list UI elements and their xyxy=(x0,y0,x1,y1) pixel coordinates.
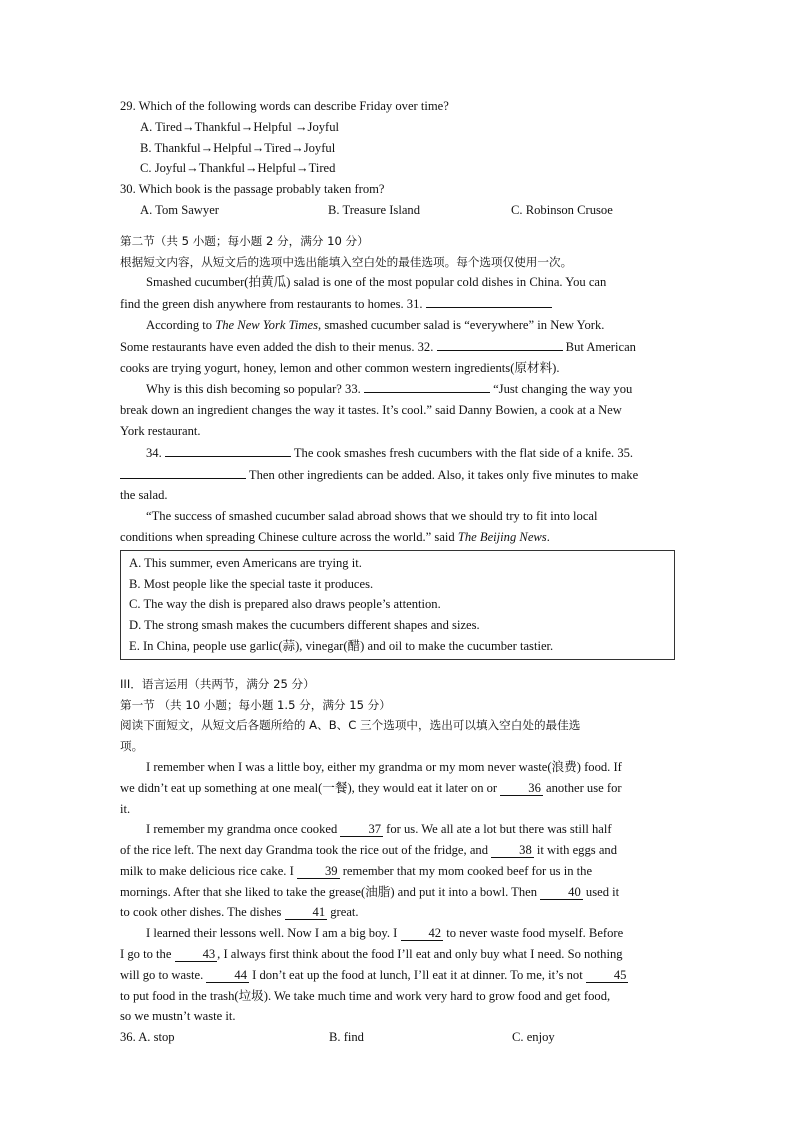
option-c: C. The way the dish is prepared also draws people’s attention. xyxy=(129,597,441,612)
q29-option-b: B. Thankful→Helpful→Tired→Joyful xyxy=(140,140,336,155)
q36-options xyxy=(120,1027,675,1048)
blank-38[interactable]: 38 xyxy=(491,843,534,858)
q29-stem: 29. Which of the following words can describe Friday over time? xyxy=(120,99,449,113)
blank-45[interactable]: 45 xyxy=(586,968,629,983)
cloze-paragraph-2: I remember my grandma once cooked 37 for us. We all ate a lot but there was still half of the rice left. The next day Grandma took the rice out of the fridge, and 38 it with eggs and milk to make delicious rice cake. I 39 remember that my mom cooked beef for us in the mornings. After that she liked to take the grease(油脂) and put it into a bowl. Then 40 used it to cook other dishes. The dishes 41 great. xyxy=(120,822,620,920)
blank-39[interactable]: 39 xyxy=(297,864,340,879)
blank-31[interactable] xyxy=(426,293,552,308)
section2-instruction: 根据短文内容，从短文后的选项中选出能填入空白处的最佳选项。每个选项仅使用一次。 xyxy=(120,254,573,269)
option-e: E. In China, people use garlic(蒜), vinegar(醋) and oil to make the cucumber tastier. xyxy=(129,638,554,653)
blank-40[interactable]: 40 xyxy=(540,885,583,900)
passage-paragraph-5: “The success of smashed cucumber salad abroad shows that we should try to fit into local conditions when spreading Chinese culture across the world.” said The Beijing News. xyxy=(120,509,598,544)
option-a: A. This summer, even Americans are trying it. xyxy=(129,555,362,570)
blank-33[interactable] xyxy=(364,378,490,393)
passage-paragraph-1: Smashed cucumber(拍黄瓜) salad is one of the most popular cold dishes in China. You can find the green dish anywhere from restaurants to homes. 31. xyxy=(120,275,607,312)
q36-option-a: 36. A. stop xyxy=(120,1030,175,1045)
options-box xyxy=(120,550,675,660)
part3-instruction-2: 项。 xyxy=(120,739,144,754)
q30-option-b: B. Treasure Island xyxy=(328,202,420,217)
cloze-paragraph-1: I remember when I was a little boy, either my grandma or my mom never waste(浪费) food. If we didn’t eat up something at one meal(一餐), they would eat it later on or 36 another use for it. xyxy=(120,759,622,816)
blank-34[interactable] xyxy=(165,442,291,457)
q36-option-c: C. enjoy xyxy=(512,1030,555,1045)
part3-subheading: 第一节 （共 10 小题；每小题 1.5 分，满分 15 分） xyxy=(120,697,391,712)
blank-43[interactable]: 43 xyxy=(175,947,218,962)
q36-option-b: B. find xyxy=(329,1030,364,1045)
blank-42[interactable]: 42 xyxy=(401,926,444,941)
blank-44[interactable]: 44 xyxy=(206,968,249,983)
part3-instruction-1: 阅读下面短文，从短文后各题所给的 A、B、C 三个选项中，选出可以填入空白处的最佳选 xyxy=(120,718,581,733)
passage-paragraph-2: According to The New York Times, smashed cucumber salad is “everywhere” in New York. Some restaurants have even added the dish to their menus. 32. But American cooks are trying yogurt, honey, lemon and other common western ingredients(原材料). xyxy=(120,317,636,375)
blank-35[interactable] xyxy=(120,464,246,479)
blank-37[interactable]: 37 xyxy=(340,822,383,837)
q30-option-a: A. Tom Sawyer xyxy=(140,202,219,217)
part3-heading: III．语言运用（共两节，满分 25 分） xyxy=(120,676,315,691)
option-b: B. Most people like the special taste it produces. xyxy=(129,576,374,591)
blank-32[interactable] xyxy=(437,336,563,351)
q29-option-a: A. Tired→Thankful→Helpful →Joyful xyxy=(140,119,340,134)
q30-stem: 30. Which book is the passage probably taken from? xyxy=(120,182,385,197)
source-nyt: The New York Times xyxy=(215,317,319,332)
blank-36[interactable]: 36 xyxy=(500,781,543,796)
blank-41[interactable]: 41 xyxy=(285,905,328,920)
exam-page xyxy=(120,96,675,1048)
passage-paragraph-4: 34. The cook smashes fresh cucumbers with the flat side of a knife. 35. Then other ingredients can be added. Also, it takes only five minutes to make the salad. xyxy=(120,442,675,506)
source-beijing-news: The Beijing News xyxy=(457,529,547,544)
option-d: D. The strong smash makes the cucumbers different shapes and sizes. xyxy=(129,618,480,633)
section2-heading: 第二节（共 5 小题；每小题 2 分，满分 10 分） xyxy=(120,233,369,248)
q29-option-c: C. Joyful→Thankful→Helpful→Tired xyxy=(140,161,336,176)
q30-options xyxy=(120,200,675,221)
cloze-paragraph-3: I learned their lessons well. Now I am a big boy. I 42 to never waste food myself. Before I go to the 43 , I always first think about the food I’ll eat and only buy what I need. So nothing will go to waste. 44 I don’t eat up the food at lunch, I’ll eat it at dinner. To me, it’s not 45 to put food in the trash(垃圾). We take much time and work very hard to grow food and get food, so we mustn’t waste it. xyxy=(120,926,627,1024)
passage-paragraph-3: Why is this dish becoming so popular? 33. “Just changing the way you break down an ingredient changes the way it tastes. It’s cool.” said Danny Bowien, a cook at a New York restaurant. xyxy=(120,378,675,441)
q30-option-c: C. Robinson Crusoe xyxy=(511,202,613,217)
